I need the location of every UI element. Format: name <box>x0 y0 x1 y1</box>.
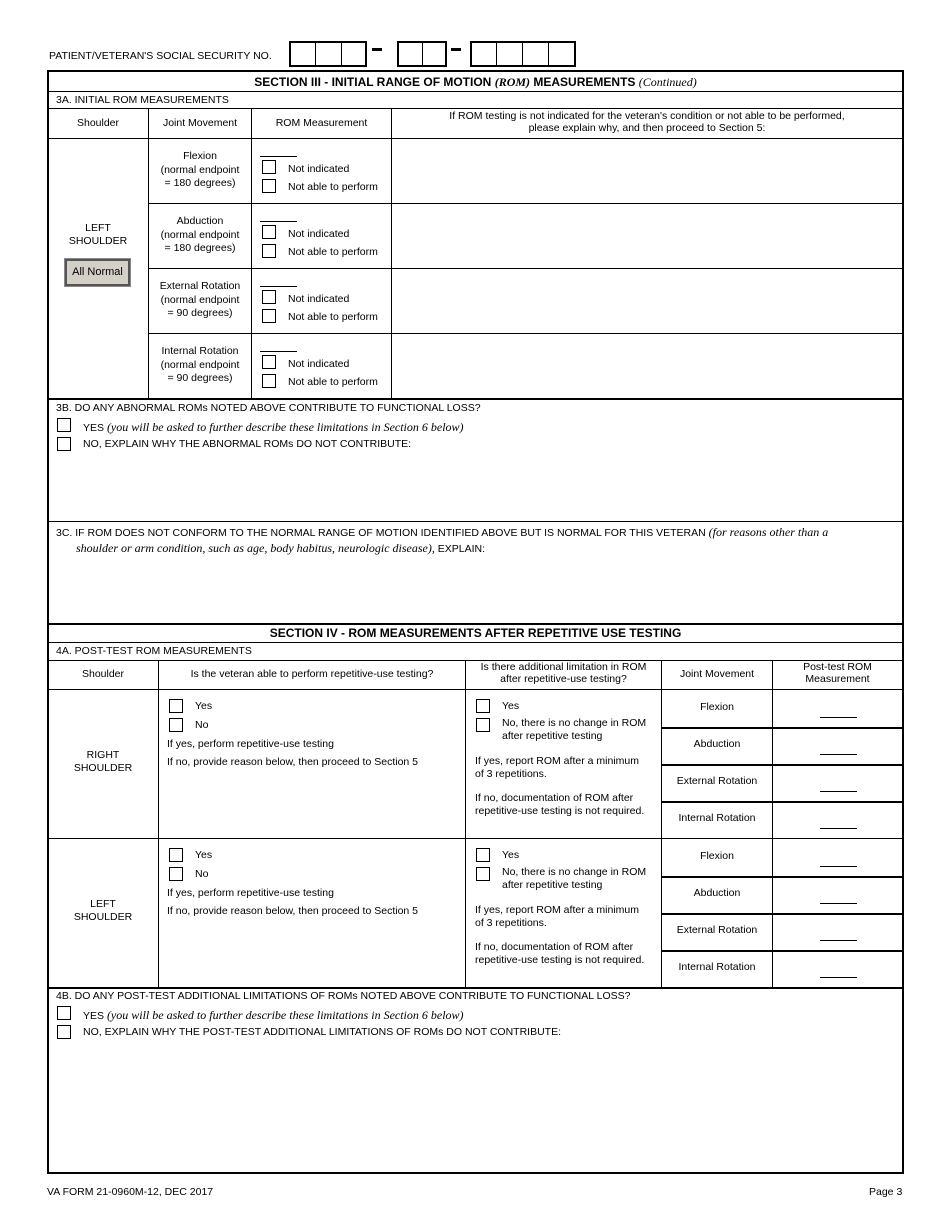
right-post-internal-rotation-value-field[interactable] <box>820 828 857 829</box>
q3b-yes-checkbox[interactable] <box>57 418 71 432</box>
left-able-no-note: If no, provide reason below, then proceed to Section 5 <box>167 905 419 917</box>
right-post-flexion-value-field[interactable] <box>820 717 857 718</box>
form-number: VA FORM 21-0960M-12, DEC 2017 <box>47 1186 214 1198</box>
right-limit-doc-note: If no, documentation of ROM after repetitive-use testing is not required. <box>475 792 645 817</box>
left-shoulder-label: LEFT SHOULDER <box>73 898 133 923</box>
ssn-label: PATIENT/VETERAN'S SOCIAL SECURITY NO. <box>49 50 272 62</box>
left-limit-doc-note: If no, documentation of ROM after repetitive-use testing is not required. <box>475 941 645 966</box>
left-post-external-rotation-value-field[interactable] <box>820 940 857 941</box>
col-rom-header: ROM Measurement <box>275 117 368 129</box>
page-number: Page 3 <box>869 1186 903 1198</box>
movement-internal-rotation-label: Internal Rotation (normal endpoint = 90 degrees) <box>160 345 240 384</box>
question-4b: 4B. DO ANY POST-TEST ADDITIONAL LIMITATIONS OF ROMs NOTED ABOVE CONTRIBUTE TO FUNCTIONAL LOSS? <box>56 990 631 1002</box>
col4-able-header: Is the veteran able to perform repetitive-use testing? <box>190 668 434 680</box>
movement-flexion-label: Flexion (normal endpoint = 180 degrees) <box>160 150 240 189</box>
section3-title: SECTION III - INITIAL RANGE OF MOTION (ROM) MEASUREMENTS (Continued) <box>254 75 697 89</box>
q3b-yes-label: YES (you will be asked to further describe these limitations in Section 6 below) <box>83 420 464 434</box>
right-post-external-rotation-value-field[interactable] <box>820 791 857 792</box>
rom-abduction-not-indicated-checkbox[interactable] <box>262 225 276 239</box>
right-limit-yes-label: Yes <box>502 700 520 712</box>
q4b-no-label: NO, EXPLAIN WHY THE POST-TEST ADDITIONAL LIMITATIONS OF ROMs DO NOT CONTRIBUTE: <box>83 1026 562 1038</box>
left-post-abduction-value-field[interactable] <box>820 903 857 904</box>
left-limit-no-checkbox[interactable] <box>476 867 490 881</box>
rom-external-rotation-not-able-label: Not able to perform <box>288 311 378 323</box>
q4b-yes-checkbox[interactable] <box>57 1006 71 1020</box>
subsection-3a-label: 3A. INITIAL ROM MEASUREMENTS <box>56 94 229 106</box>
ssn-part3-field[interactable] <box>470 41 576 67</box>
left-joint-flexion-label: Flexion <box>700 850 734 862</box>
rom-abduction-not-able-checkbox[interactable] <box>262 244 276 258</box>
left-able-yes-note: If yes, perform repetitive-use testing <box>167 887 334 899</box>
rom-abduction-not-able-label: Not able to perform <box>288 246 378 258</box>
rom-external-rotation-not-able-checkbox[interactable] <box>262 309 276 323</box>
right-joint-flexion-label: Flexion <box>700 701 734 713</box>
right-limit-no-label: No, there is no change in ROM after repetitive testing <box>502 717 647 742</box>
rom-abduction-value-field[interactable] <box>260 221 297 222</box>
movement-abduction-label: Abduction (normal endpoint = 180 degrees) <box>160 215 240 254</box>
col4-shoulder-header: Shoulder <box>81 668 125 680</box>
rom-flexion-not-indicated-label: Not indicated <box>288 163 350 175</box>
rom-flexion-not-able-label: Not able to perform <box>288 181 378 193</box>
right-able-no-note: If no, provide reason below, then proceed to Section 5 <box>167 756 419 768</box>
right-joint-abduction-label: Abduction <box>693 738 741 750</box>
rom-internal-rotation-explain-field[interactable] <box>393 336 899 396</box>
left-joint-external-rotation-label: External Rotation <box>676 924 758 936</box>
rom-external-rotation-not-indicated-checkbox[interactable] <box>262 290 276 304</box>
rom-flexion-not-indicated-checkbox[interactable] <box>262 160 276 174</box>
right-able-no-checkbox[interactable] <box>169 718 183 732</box>
left-post-flexion-value-field[interactable] <box>820 866 857 867</box>
rom-external-rotation-explain-field[interactable] <box>393 271 899 331</box>
rom-abduction-explain-field[interactable] <box>393 206 899 266</box>
col4-limit-header: Is there additional limitation in ROM after repetitive-use testing? <box>480 661 647 685</box>
right-joint-external-rotation-label: External Rotation <box>676 775 758 787</box>
left-able-no-label: No <box>195 868 209 880</box>
col-explain-header: If ROM testing is not indicated for the veteran's condition or not able to be performed, please explain why, and then proceed to Section 5: <box>449 110 845 134</box>
right-limit-no-checkbox[interactable] <box>476 718 490 732</box>
left-shoulder-label: LEFT SHOULDER <box>68 222 128 247</box>
right-shoulder-label: RIGHT SHOULDER <box>73 749 133 774</box>
right-limit-yes-checkbox[interactable] <box>476 699 490 713</box>
right-able-yes-label: Yes <box>195 700 213 712</box>
rom-internal-rotation-not-indicated-checkbox[interactable] <box>262 355 276 369</box>
rom-internal-rotation-not-indicated-label: Not indicated <box>288 358 350 370</box>
subsection-4a-label: 4A. POST-TEST ROM MEASUREMENTS <box>56 645 252 657</box>
question-3c: 3C. IF ROM DOES NOT CONFORM TO THE NORMAL RANGE OF MOTION IDENTIFIED ABOVE BUT IS NORMAL FOR THIS VETERAN (for reasons other than a shoulder or arm condition, such as age, body habitus, neurologic disease), EXPLAIN: <box>56 525 829 555</box>
rom-internal-rotation-not-able-label: Not able to perform <box>288 376 378 388</box>
col4-post-header: Post-test ROM Measurement <box>803 661 872 685</box>
right-limit-report-note: If yes, report ROM after a minimum of 3 repetitions. <box>475 755 639 780</box>
q3c-explain-field[interactable] <box>76 558 896 618</box>
q4b-no-checkbox[interactable] <box>57 1025 71 1039</box>
rom-abduction-not-indicated-label: Not indicated <box>288 228 350 240</box>
question-3b: 3B. DO ANY ABNORMAL ROMs NOTED ABOVE CONTRIBUTE TO FUNCTIONAL LOSS? <box>56 402 481 414</box>
movement-external-rotation-label: External Rotation (normal endpoint = 90 degrees) <box>159 280 241 319</box>
col-joint-header: Joint Movement <box>162 117 238 129</box>
col-shoulder-header: Shoulder <box>76 117 120 129</box>
left-limit-no-label: No, there is no change in ROM after repetitive testing <box>502 866 647 891</box>
q3b-explain-field[interactable] <box>83 455 893 517</box>
rom-flexion-explain-field[interactable] <box>393 141 899 201</box>
left-able-yes-checkbox[interactable] <box>169 848 183 862</box>
left-joint-abduction-label: Abduction <box>693 887 741 899</box>
q3b-no-checkbox[interactable] <box>57 437 71 451</box>
rom-internal-rotation-value-field[interactable] <box>260 351 297 352</box>
left-limit-yes-checkbox[interactable] <box>476 848 490 862</box>
right-post-abduction-value-field[interactable] <box>820 754 857 755</box>
rom-flexion-value-field[interactable] <box>260 156 297 157</box>
left-joint-internal-rotation-label: Internal Rotation <box>678 961 756 973</box>
q4b-explain-field[interactable] <box>83 1044 893 1164</box>
right-able-yes-note: If yes, perform repetitive-use testing <box>167 738 334 750</box>
left-post-internal-rotation-value-field[interactable] <box>820 977 857 978</box>
q4b-yes-label: YES (you will be asked to further describe these limitations in Section 6 below) <box>83 1008 464 1022</box>
left-limit-report-note: If yes, report ROM after a minimum of 3 repetitions. <box>475 904 639 929</box>
rom-flexion-not-able-checkbox[interactable] <box>262 179 276 193</box>
all-normal-button[interactable]: All Normal <box>65 259 130 286</box>
left-able-yes-label: Yes <box>195 849 213 861</box>
rom-external-rotation-value-field[interactable] <box>260 286 297 287</box>
rom-internal-rotation-not-able-checkbox[interactable] <box>262 374 276 388</box>
right-able-no-label: No <box>195 719 209 731</box>
section4-title: SECTION IV - ROM MEASUREMENTS AFTER REPETITIVE USE TESTING <box>269 626 682 640</box>
q3b-no-label: NO, EXPLAIN WHY THE ABNORMAL ROMs DO NOT CONTRIBUTE: <box>83 438 412 450</box>
rom-external-rotation-not-indicated-label: Not indicated <box>288 293 350 305</box>
left-able-no-checkbox[interactable] <box>169 867 183 881</box>
col4-joint-header: Joint Movement <box>679 668 755 680</box>
left-limit-yes-label: Yes <box>502 849 520 861</box>
ssn-part1-field[interactable] <box>289 41 367 67</box>
right-able-yes-checkbox[interactable] <box>169 699 183 713</box>
right-joint-internal-rotation-label: Internal Rotation <box>678 812 756 824</box>
